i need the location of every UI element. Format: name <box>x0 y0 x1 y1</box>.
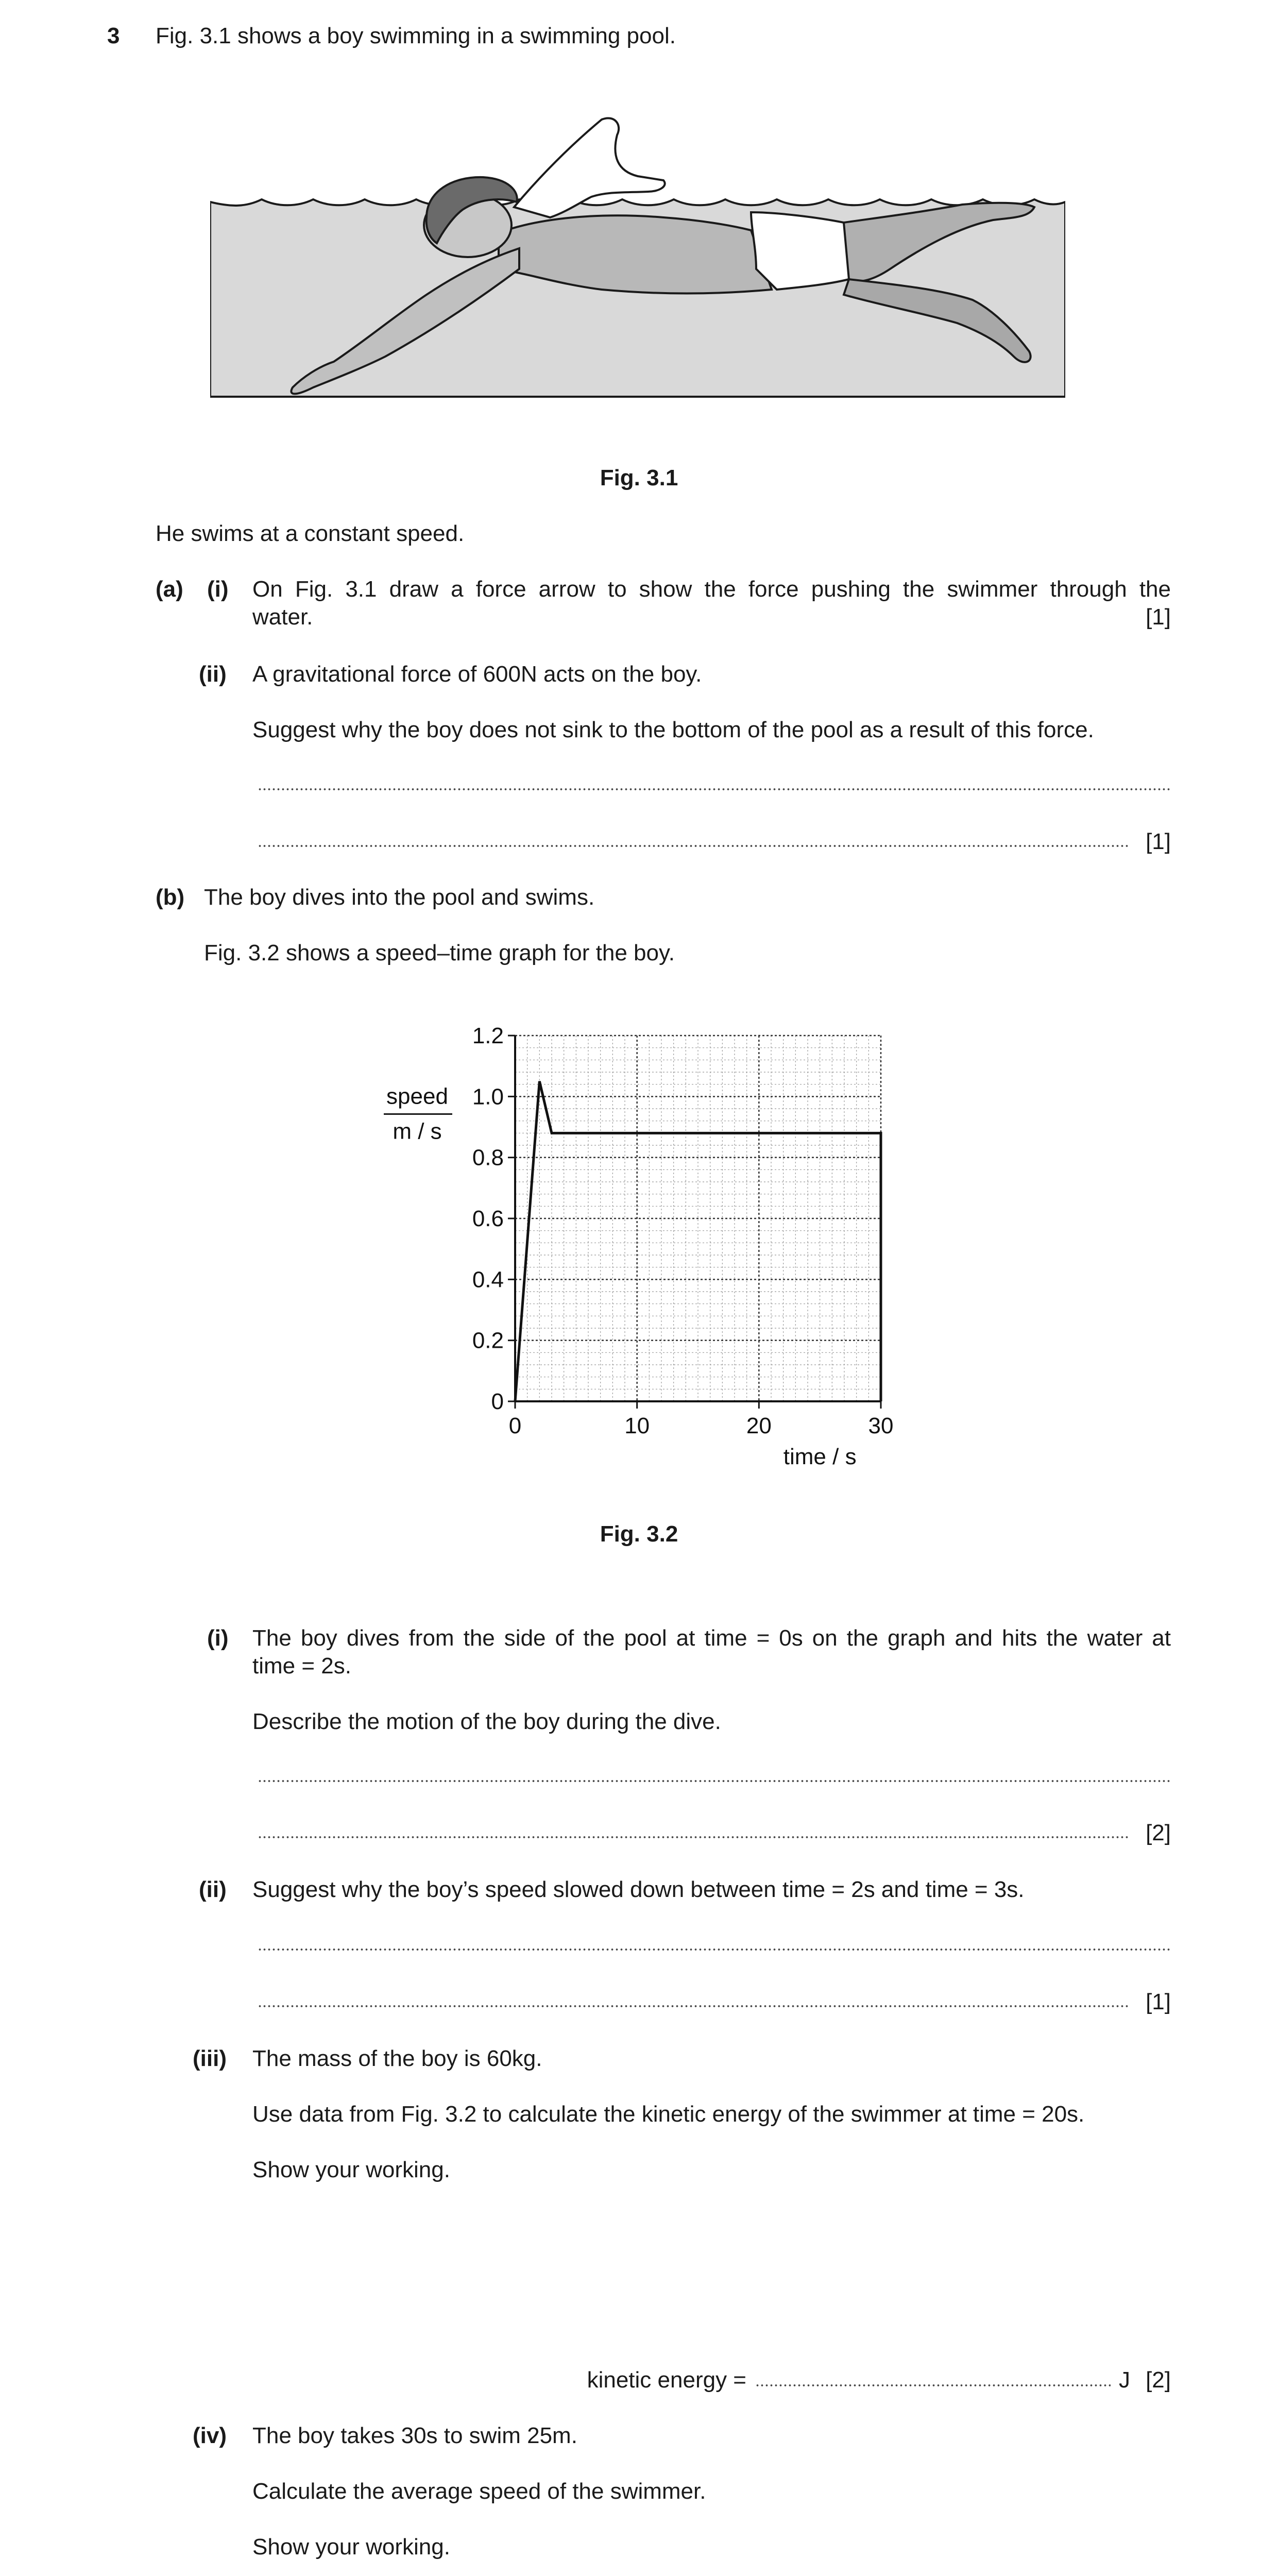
part-a-i-text-cont: water. <box>252 604 313 630</box>
part-b-i-prompt: Describe the motion of the boy during the dive. <box>252 1709 721 1734</box>
x-tick-label: 30 <box>868 1413 894 1438</box>
fig-3-2-caption: Fig. 3.2 <box>600 1521 678 1547</box>
kinetic-energy-unit: J <box>1119 2367 1130 2393</box>
part-b-ii-marks: [1] <box>1146 1989 1171 2014</box>
speed-time-graph <box>361 1015 927 1479</box>
x-tick-label: 0 <box>508 1413 522 1438</box>
part-b-i-text-cont: time = 2s. <box>252 1653 351 1679</box>
part-b-ii-text: Suggest why the boy’s speed slowed down between time = 2s and time = 3s. <box>252 1877 1025 1902</box>
answer-line[interactable] <box>258 1835 1130 1839</box>
part-b-iv-label: (iv) <box>193 2423 227 2448</box>
kinetic-energy-answer-line[interactable] <box>755 2383 1111 2387</box>
y-tick-label: 0.2 <box>472 1328 504 1353</box>
part-b-ii-label: (ii) <box>199 1877 227 1902</box>
part-a-ii-prompt: Suggest why the boy does not sink to the bottom of the pool as a result of this force. <box>252 717 1094 742</box>
part-a-i-marks: [1] <box>1146 604 1171 630</box>
answer-line[interactable] <box>258 844 1130 848</box>
y-tick-label: 0 <box>491 1389 504 1414</box>
part-b-i-label: (i) <box>207 1625 229 1651</box>
question-intro: Fig. 3.1 shows a boy swimming in a swimming pool. <box>156 23 676 48</box>
answer-line[interactable] <box>258 2004 1130 2008</box>
part-b-i-text: The boy dives from the side of the pool at time = 0s on the graph and hits the water at <box>252 1625 1171 1651</box>
part-b-iii-label: (iii) <box>193 2046 227 2071</box>
part-b-text: The boy dives into the pool and swims. <box>204 885 595 910</box>
part-a-i-label: (i) <box>207 577 229 602</box>
kinetic-energy-label: kinetic energy = <box>587 2367 746 2393</box>
part-b-iii-prompt: Use data from Fig. 3.2 to calculate the kinetic energy of the swimmer at time = 20s. <box>252 2102 1085 2127</box>
x-tick-label: 10 <box>624 1413 650 1438</box>
answer-line[interactable] <box>258 1947 1171 1952</box>
y-tick-label: 1.2 <box>472 1023 504 1048</box>
question-number: 3 <box>107 23 120 48</box>
answer-line[interactable] <box>258 1779 1171 1783</box>
part-b-iii-marks: [2] <box>1146 2367 1171 2393</box>
x-tick-label: 20 <box>746 1413 772 1438</box>
y-axis-label-top: speed <box>386 1083 448 1109</box>
y-tick-label: 1.0 <box>472 1084 504 1110</box>
part-b-label: (b) <box>156 885 185 910</box>
y-tick-label: 0.4 <box>472 1267 504 1293</box>
y-tick-label: 0.8 <box>472 1145 504 1171</box>
show-working-text: Show your working. <box>252 2157 450 2182</box>
part-a-ii-text: A gravitational force of 600N acts on the boy. <box>252 662 702 687</box>
part-b-iv-prompt: Calculate the average speed of the swimmer. <box>252 2479 706 2504</box>
part-b-fig-ref: Fig. 3.2 shows a speed–time graph for the boy. <box>204 940 675 965</box>
part-a-ii-marks: [1] <box>1146 829 1171 854</box>
show-working-text: Show your working. <box>252 2534 450 2560</box>
fig-3-1-caption: Fig. 3.1 <box>600 465 678 490</box>
part-a-label: (a) <box>156 577 183 602</box>
x-axis-label: time / s <box>783 1444 857 1469</box>
y-axis-label-bottom: m / s <box>393 1118 442 1144</box>
part-b-iv-text: The boy takes 30s to swim 25m. <box>252 2423 577 2448</box>
part-a-i-text: On Fig. 3.1 draw a force arrow to show the force pushing the swimmer through the <box>252 577 1171 602</box>
constant-speed-text: He swims at a constant speed. <box>156 521 465 546</box>
part-b-iii-text: The mass of the boy is 60kg. <box>252 2046 542 2071</box>
answer-line[interactable] <box>258 787 1171 791</box>
part-a-ii-label: (ii) <box>199 662 227 687</box>
swimmer-illustration <box>210 114 1065 403</box>
part-b-i-marks: [2] <box>1146 1820 1171 1845</box>
y-tick-label: 0.6 <box>472 1206 504 1231</box>
